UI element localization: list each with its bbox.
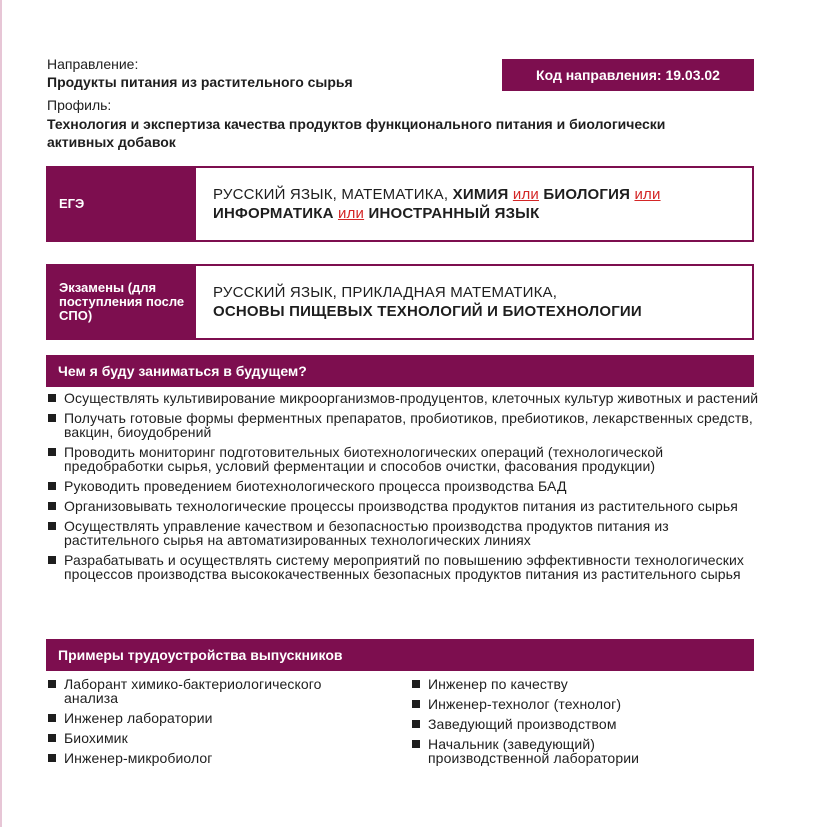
list-item: Организовывать технологические процессы производства продуктов питания из растительного сырья [47, 499, 759, 513]
future-section-title: Чем я буду заниматься в будущем? [46, 355, 754, 387]
square-bullet-icon [48, 754, 56, 762]
ege-subject-chemistry: ХИМИЯ [452, 186, 509, 203]
spo-exams-header: Экзамены (для поступления после СПО) [48, 266, 196, 338]
ege-subjects [196, 168, 752, 240]
list-item: Осуществлять управление качеством и безопасностью производства продуктов питания из растительного сырья на автоматизированных технологических линиях [47, 519, 759, 547]
list-item: Лаборант химико-бактериологического анализа [47, 677, 377, 705]
spo-exams-line-2: ОСНОВЫ ПИЩЕВЫХ ТЕХНОЛОГИЙ И БИОТЕХНОЛОГИИ [213, 303, 642, 320]
page-edge-line [0, 0, 2, 827]
list-item: Инженер-микробиолог [47, 751, 377, 765]
jobs-section-title: Примеры трудоустройства выпускников [46, 639, 754, 671]
square-bullet-icon [48, 414, 56, 422]
direction-code-badge: Код направления: 19.03.02 [502, 59, 754, 91]
list-item: Осуществлять культивирование микроорганизмов-продуцентов, клеточных культур животных и растений [47, 391, 759, 405]
square-bullet-icon [48, 448, 56, 456]
ege-or-2: или [634, 186, 661, 203]
jobs-list-right [411, 677, 741, 765]
ege-subject-foreign-language: ИНОСТРАННЫЙ ЯЗЫК [368, 205, 540, 222]
list-item: Руководить проведением биотехнологического процесса производства БАД [47, 479, 759, 493]
profile-label: Профиль: [47, 97, 112, 113]
square-bullet-icon [412, 740, 420, 748]
list-item: Инженер по качеству [411, 677, 741, 691]
square-bullet-icon [48, 734, 56, 742]
list-item: Разрабатывать и осуществлять систему мероприятий по повышению эффективности технологических процессов производства высококачественных безопасных продуктов питания из растительного сырья [47, 553, 759, 581]
square-bullet-icon [48, 556, 56, 564]
list-item: Заведующий производством [411, 717, 741, 731]
square-bullet-icon [48, 714, 56, 722]
spo-exams-line-1: РУССКИЙ ЯЗЫК, ПРИКЛАДНАЯ МАТЕМАТИКА, [213, 284, 558, 301]
future-list [47, 391, 759, 581]
profile-value: Технология и экспертиза качества продуктов функционального питания и биологически активных добавок [47, 116, 666, 150]
ege-or-1: или [512, 186, 539, 203]
list-item: Инженер-технолог (технолог) [411, 697, 741, 711]
ege-box [46, 166, 754, 242]
square-bullet-icon [48, 680, 56, 688]
spo-exams-box [46, 264, 754, 340]
square-bullet-icon [412, 720, 420, 728]
square-bullet-icon [48, 522, 56, 530]
ege-subject-informatics: ИНФОРМАТИКА [213, 205, 334, 222]
list-item: Получать готовые формы ферментных препаратов, пробиотиков, пребиотиков, лекарственных средств, вакцин, биоудобрений [47, 411, 759, 439]
square-bullet-icon [412, 700, 420, 708]
ege-header: ЕГЭ [48, 168, 196, 240]
list-item: Начальник (заведующий) производственной лаборатории [411, 737, 698, 765]
list-item: Инженер лаборатории [47, 711, 377, 725]
square-bullet-icon [48, 394, 56, 402]
jobs-list-left [47, 677, 377, 765]
square-bullet-icon [48, 502, 56, 510]
ege-subject-biology: БИОЛОГИЯ [543, 186, 631, 203]
direction-value: Продукты питания из растительного сырья [47, 74, 353, 90]
ege-or-3: или [337, 205, 365, 222]
list-item: Проводить мониторинг подготовительных биотехнологических операций (технологической предобработки сырья, условий ферментации и способов очистки, фасования продукции) [47, 445, 759, 473]
square-bullet-icon [412, 680, 420, 688]
ege-plain-subjects: РУССКИЙ ЯЗЫК, МАТЕМАТИКА, [213, 186, 453, 203]
list-item: Биохимик [47, 731, 377, 745]
square-bullet-icon [48, 482, 56, 490]
spo-exams-subjects [196, 266, 752, 338]
direction-label: Направление: [47, 56, 139, 72]
